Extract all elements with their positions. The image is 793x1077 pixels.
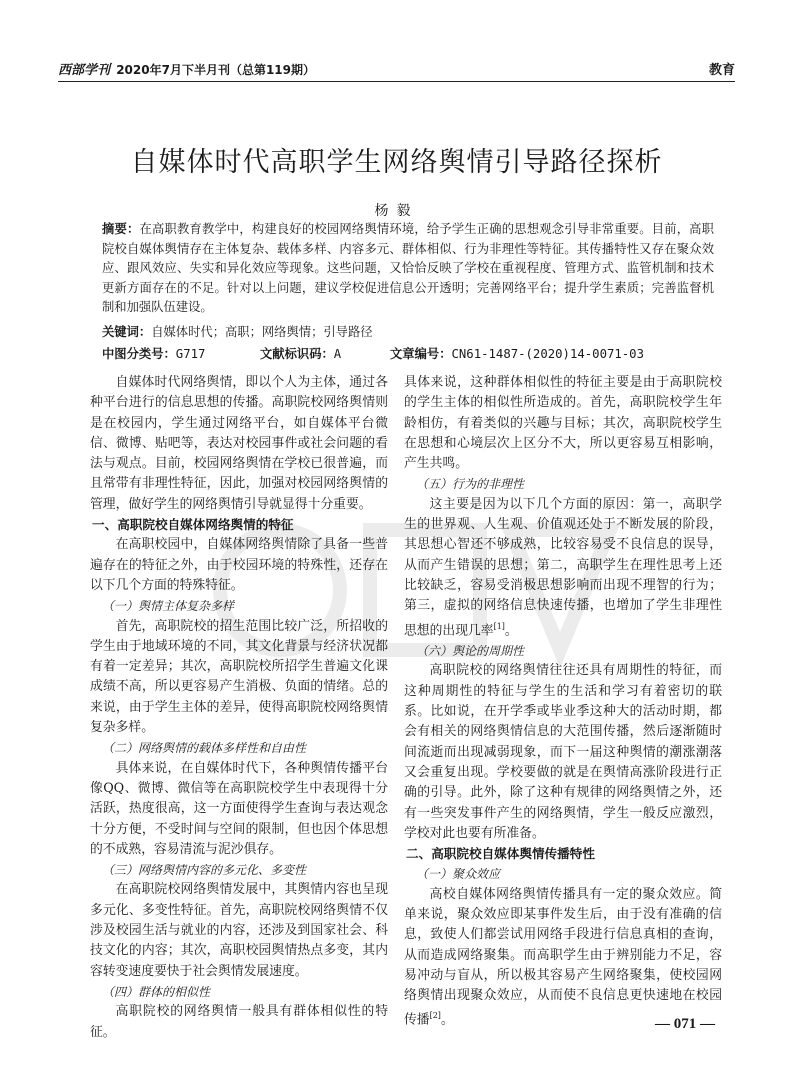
paragraph-text: 高校自媒体网络舆情传播具有一定的聚众效应。简单来说，聚众效应即某事件发生后，由于没有准确的信息，致使人们都尝试用网络手段进行信息真相的查询，从而造成网络聚集。而高职学生由于辨别能力不足，容易冲动与盲从，所以极其容易产生网络聚集，使校园网络舆情出现聚众效应，从而使不良信息更快速地在校园传播: [404, 886, 722, 1028]
keywords-text: 自媒体时代；高职；网络舆情；引导路径: [151, 325, 373, 339]
issue-info: 2020年7月下半月刊（总第119期）: [116, 63, 316, 77]
section-heading: 二、高职院校自媒体舆情传播特性: [406, 846, 595, 862]
paragraph: 高职院校的网络舆情往往还具有周期性的特征，而这种周期性的特征与学生的生活和学习有着密切的联系。比如说，在开学季或毕业季这种大的活动时期，都会有相关的网络舆情信息的大范围传播，然后逐渐随时间流逝而出现减弱现象，而下一届这种舆情的潮涨潮落又会重复出现。学校要做的就是在舆情高涨阶段进行正确的引导。此外，除了这种有规律的网络舆情之外，还有一些突发事件产生的网络舆情，学生一般反应激烈，学校对此也要有所准备。: [404, 663, 722, 841]
citation: [1]: [493, 621, 505, 631]
doc-value: A: [333, 347, 342, 361]
clc-value: G717: [175, 347, 206, 361]
body-column-right: [404, 373, 722, 1031]
subsection-heading: （六）舆论的周期性: [416, 644, 525, 659]
paragraph: 首先，高职院校的招生范围比较广泛，所招收的学生由于地域环境的不同，其文化背景与经济状况都有着一定差异；其次，高职院校所招学生普遍文化课成绩不高，所以更容易产生消极、负面的情绪。总的来说，由于学生主体的差异，使得高职院校网络舆情复杂多样。: [90, 618, 388, 736]
subsection-heading: （一）舆情主体复杂多样: [102, 599, 235, 614]
clc-label: 中图分类号：: [102, 347, 176, 361]
author-name: 杨毅: [374, 203, 419, 219]
paragraph: [404, 885, 722, 1031]
abstract: [102, 220, 714, 318]
clc-number: [102, 344, 205, 362]
paragraph: 在高职院校网络舆情发展中，其舆情内容也呈现多元化、多变性特征。首先，高职院校网络舆情不仅涉及校园生活与就业的内容，还涉及到国家社会、科技文化的内容；其次，高职校园舆情热点多变，其内容转变速度要快于社会舆情发展速度。: [90, 882, 388, 979]
citation: [2]: [429, 1011, 441, 1021]
subsection-heading: （四）群体的相似性: [102, 984, 211, 999]
paragraph: 具体来说，这种群体相似性的特征主要是由于高职院校的学生主体的相似性所造成的。首先，高职院校学生年龄相仿，有着类似的兴趣与目标；其次，高职院校学生在思想和心境层次上区分不大，所以更容易互相影响，产生共鸣。: [404, 375, 722, 472]
paragraph-text: 这主要是因为以下几个方面的原因：第一，高职学生的世界观、人生观、价值观还处于不断发展的阶段，其思想心智还不够成熟，比较容易受不良信息的误导，从而产生错误的思想；第二，高职学生在理性思考上还比较缺乏，容易受消极思想影响而出现不理智的行为；第三，虚拟的网络信息快速传播，也增加了学生非理性思想的出现几率: [404, 496, 722, 638]
header-rule: [58, 81, 735, 82]
article-label: 文章编号：: [390, 347, 452, 361]
keywords-label: 关键词：: [102, 325, 152, 339]
subsection-heading: （二）网络舆情的载体多样性和自由性: [102, 741, 307, 756]
body-column-left: [90, 373, 388, 1043]
paragraph: 高职院校的网络舆情一般具有群体相似性的特征。: [90, 1004, 388, 1040]
section-heading: 一、高职院校自媒体网络舆情的特征: [92, 517, 294, 533]
doc-label: 文献标识码：: [260, 347, 334, 361]
abstract-label: 摘要：: [102, 222, 140, 236]
subsection-heading: （三）网络舆情内容的多元化、多变性: [102, 863, 307, 878]
page-number: — 071 —: [655, 1016, 715, 1032]
abstract-text: 在高职教育教学中，构建良好的校园网络舆情环境，给予学生正确的思想观念引导非常重要。目前，高职院校自媒体舆情存在主体复杂、载体多样、内容多元、群体相似、行为非理性等特征。其传播特性又存在聚众效应、跟风效应、失实和异化效应等现象。这些问题，又恰恰反映了学校在重视程度、管理方式、监管机制和技术更新方面存在的不足。针对以上问题，建议学校促进信息公开透明；完善网络平台；提升学生素质；完善监督机制和加强队伍建设。: [102, 222, 714, 314]
doc-code: [260, 344, 341, 362]
subsection-heading: （五）行为的非理性: [416, 477, 525, 492]
subsection-heading: （一）聚众效应: [416, 867, 501, 882]
paragraph: 在高职校园中，自媒体网络舆情除了具备一些普遍存在的特征之外，由于校园环境的特殊性，还存在以下几个方面的特殊特征。: [90, 537, 388, 593]
keywords: [102, 322, 373, 340]
section-label: 教育: [708, 63, 735, 78]
journal-logo: 西部学刊: [58, 63, 111, 78]
article-title: 自媒体时代高职学生网络舆情引导路径探析: [130, 147, 663, 178]
article-value: CN61-1487-(2020)14-0071-03: [451, 347, 644, 361]
page-header: [58, 60, 735, 82]
article-number: [390, 344, 644, 362]
journal-info: [58, 59, 315, 78]
paragraph: 具体来说，在自媒体时代下，各种舆情传播平台像QQ、微博、微信等在高职院校学生中表现得十分活跃，热度很高，这一方面使得学生查询与表达观念十分方便，不受时间与空间的限制，但也因个体思想的不成熟，容易清流与泥沙俱存。: [90, 760, 388, 857]
paragraph: 自媒体时代网络舆情，即以个人为主体，通过各种平台进行的信息思想的传播。高职院校网络舆情则是在校园内，学生通过网络平台，如自媒体平台微信、微博、贴吧等，表达对校园事件或社会问题的看法与观点。目前，校园网络舆情在学校已很普遍，而且常带有非理性特征，因此，加强对校园网络舆情的管理，做好学生的网络舆情引导就显得十分重要。: [90, 375, 388, 512]
paragraph: [404, 495, 722, 641]
punctuation: 。: [504, 622, 518, 638]
punctuation: 。: [440, 1012, 454, 1028]
